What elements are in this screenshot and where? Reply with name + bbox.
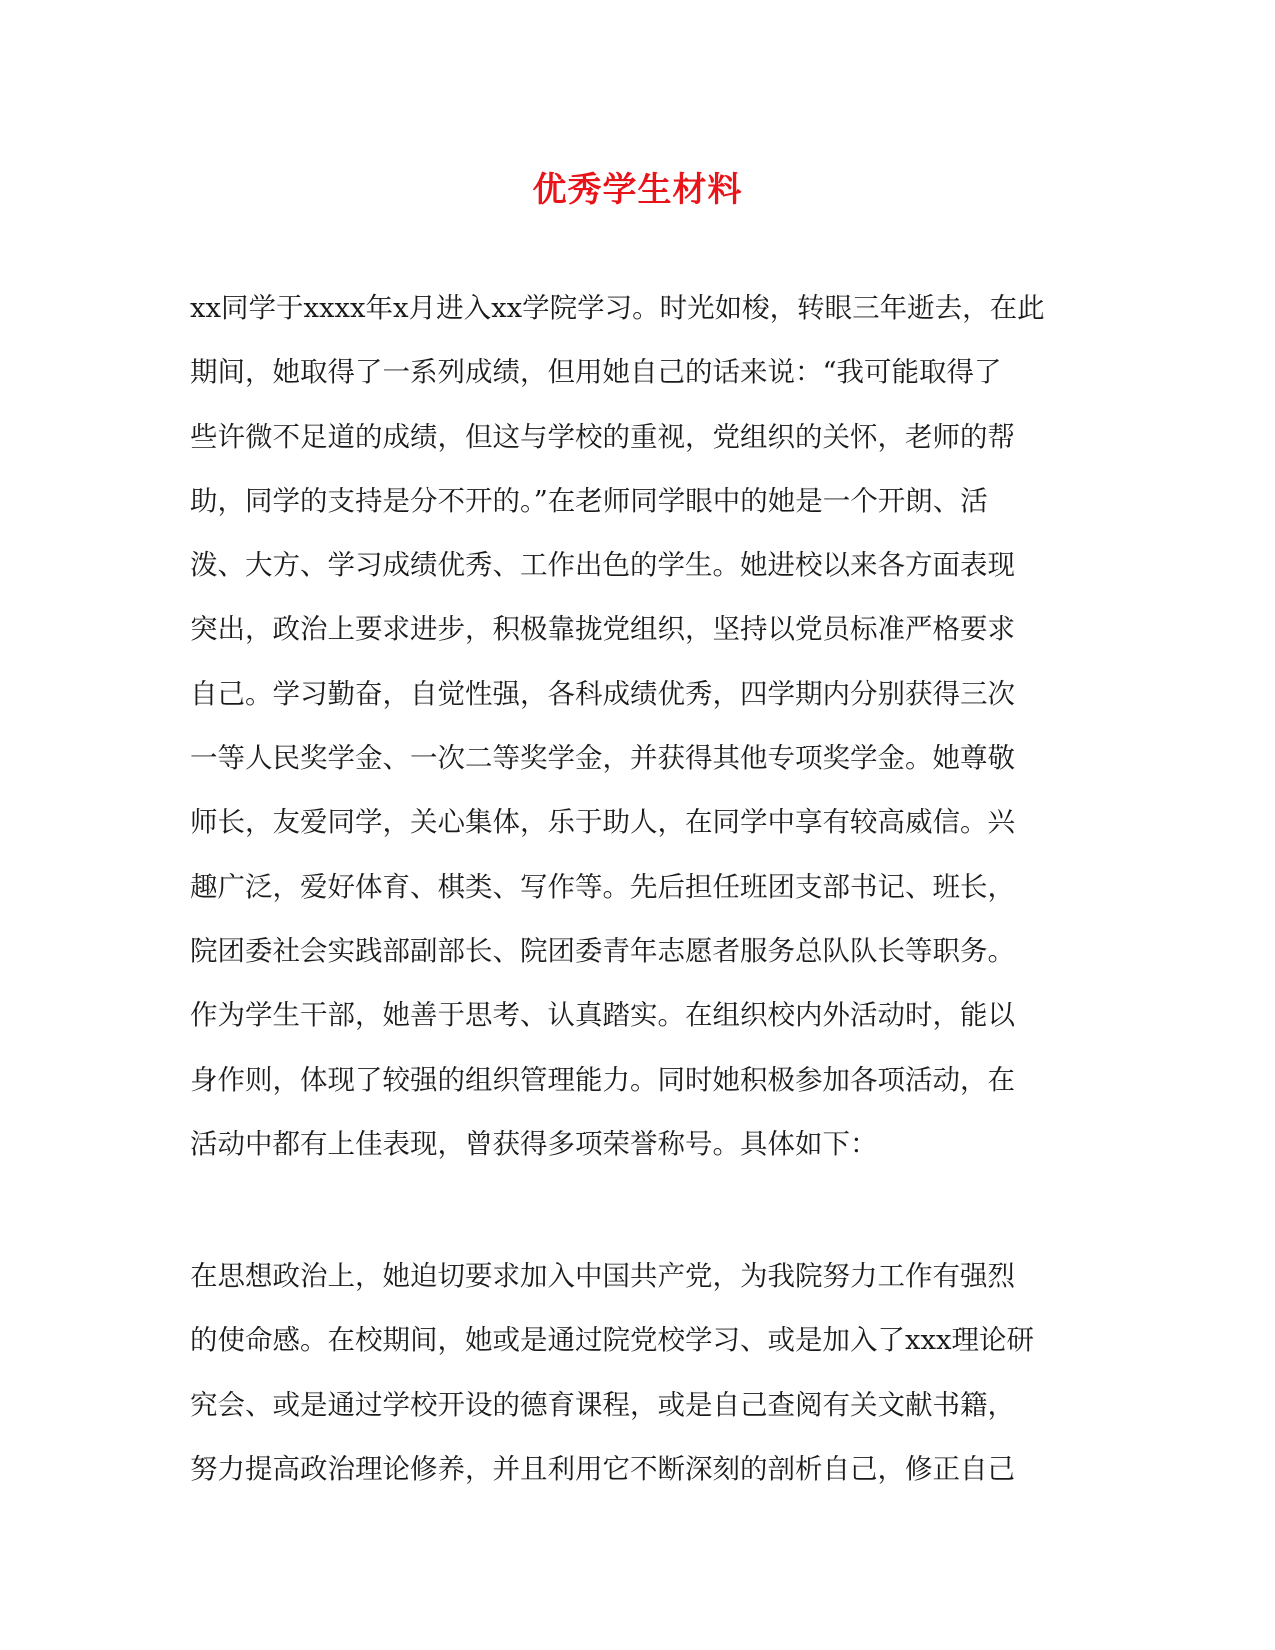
text-line: 师长，友爱同学，关心集体，乐于助人，在同学中享有较高威信。兴 [190, 806, 1015, 839]
text-line: 些许微不足道的成绩，但这与学校的重视，党组织的关怀，老师的帮 [190, 420, 1015, 453]
paragraph-1 [190, 276, 1080, 1176]
text-line: 一等人民奖学金、一次二等奖学金，并获得其他专项奖学金。她尊敬 [190, 742, 1015, 775]
text-line: 趣广泛，爱好体育、棋类、写作等。先后担任班团支部书记、班长， [190, 870, 1015, 903]
document-title: 优秀学生材料 [532, 170, 743, 210]
text-line: 突出，政治上要求进步，积极靠拢党组织，坚持以党员标准严格要求 [190, 613, 1015, 646]
text-line: 院团委社会实践部副部长、院团委青年志愿者服务总队队长等职务。 [190, 934, 1015, 967]
text-line: 的使命感。在校期间，她或是通过院党校学习、或是加入了xxx理论研 [190, 1324, 1035, 1357]
paragraph-2 [190, 1244, 1080, 1501]
text-line: 期间，她取得了一系列成绩，但用她自己的话来说：“我可能取得了 [190, 356, 1002, 389]
text-line: xx同学于xxxx年x月进入xx学院学习。时光如梭，转眼三年逝去，在此 [190, 292, 1045, 324]
text-line: 作为学生干部，她善于思考、认真踏实。在组织校内外活动时，能以 [190, 999, 1015, 1032]
text-line: 究会、或是通过学校开设的德育课程，或是自己查阅有关文献书籍， [190, 1388, 1015, 1421]
text-line: 在思想政治上，她迫切要求加入中国共产党，为我院努力工作有强烈 [190, 1260, 1015, 1292]
text-line: 泼、大方、学习成绩优秀、工作出色的学生。她进校以来各方面表现 [190, 549, 1015, 582]
text-line: 努力提高政治理论修养，并且利用它不断深刻的剖析自己，修正自己 [190, 1452, 1015, 1485]
text-line: 助，同学的支持是分不开的。”在老师同学眼中的她是一个开朗、活 [190, 484, 988, 517]
text-line: 身作则，体现了较强的组织管理能力。同时她积极参加各项活动，在 [190, 1063, 1015, 1096]
text-line: 自己。学习勤奋，自觉性强，各科成绩优秀，四学期内分别获得三次 [190, 677, 1015, 710]
text-line: 活动中都有上佳表现，曾获得多项荣誉称号。具体如下： [190, 1127, 878, 1160]
